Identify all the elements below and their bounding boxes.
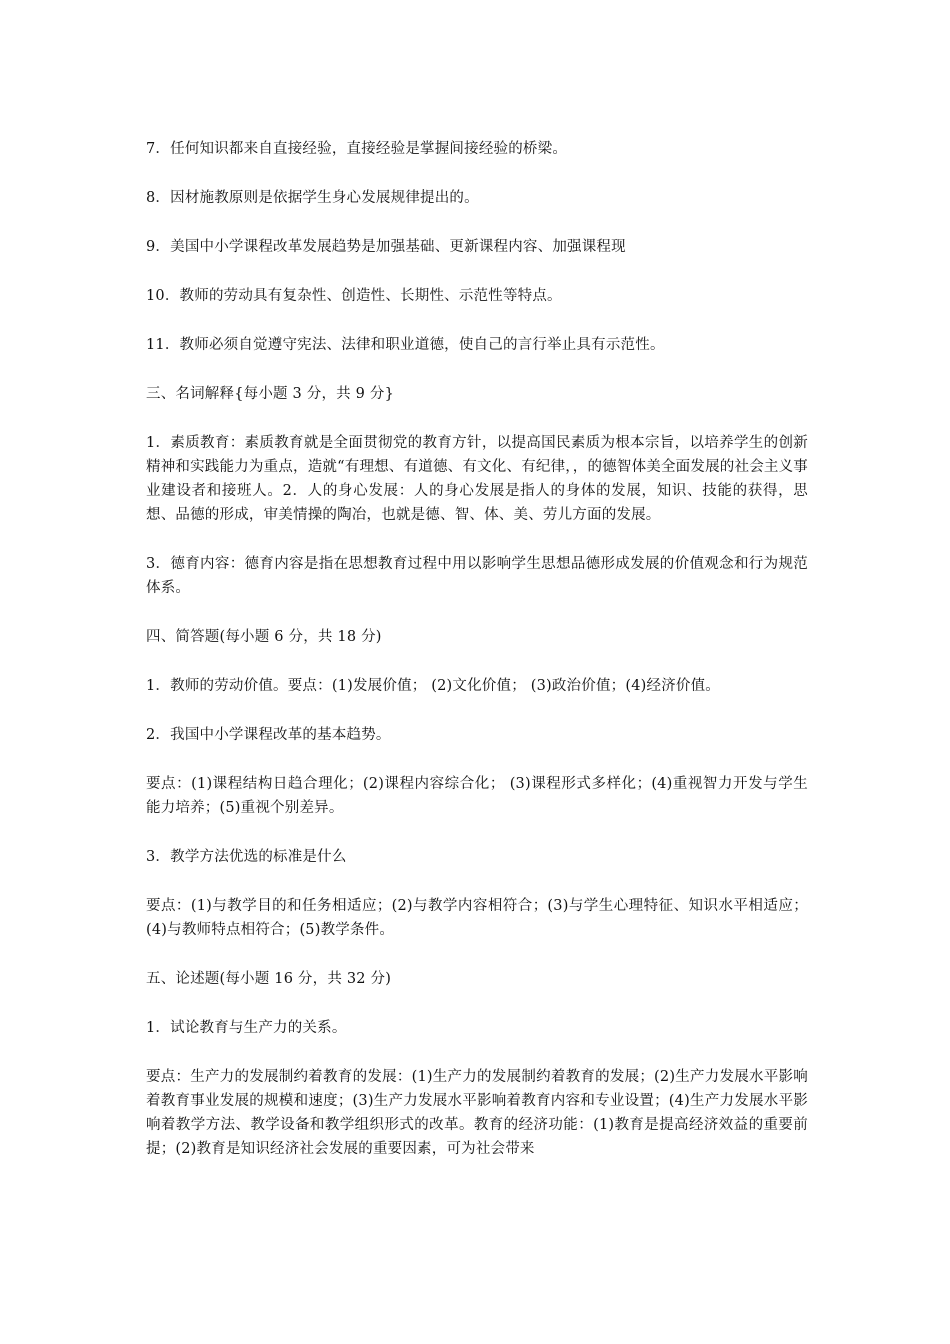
- statement-10: 10．教师的劳动具有复杂性、创造性、长期性、示范性等特点。: [146, 288, 562, 304]
- statement-9: 9．美国中小学课程改革发展趋势是加强基础、更新课程内容、加强课程现: [146, 239, 626, 255]
- short-answer-3-points: 要点：(1)与教学目的和任务相适应；(2)与教学内容相符合；(3)与学生心理特征、知识水平相适应； (4)与教师特点相符合；(5)教学条件。: [146, 898, 808, 938]
- short-answer-2-points: 要点：(1)课程结构日趋合理化；(2)课程内容综合化； (3)课程形式多样化；(4)重视智力开发与学生能力培养；(5)重视个别差异。: [146, 776, 808, 816]
- statement-11: 11．教师必须自觉遵守宪法、法律和职业道德，使自己的言行举止具有示范性。: [146, 337, 665, 353]
- section-heading-4: 四、简答题(每小题 6 分，共 18 分): [146, 629, 382, 645]
- statement-8: 8．因材施教原则是依据学生身心发展规律提出的。: [146, 190, 479, 206]
- short-answer-3-question: 3．教学方法优选的标准是什么: [146, 849, 347, 865]
- section-heading-3: 三、名词解释{每小题 3 分，共 9 分}: [146, 386, 395, 402]
- statement-7: 7．任何知识都来自直接经验，直接经验是掌握间接经验的桥梁。: [146, 141, 568, 157]
- term-definition-1-2: 1．素质教育：素质教育就是全面贯彻党的教育方针，以提高国民素质为根本宗旨，以培养学生的创新精神和实践能力为重点，造就“有理想、有道德、有文化、有纪律，，的德智体美全面发展的社会主义事业建设者和接班人。2．人的身心发展：人的身心发展是指人的身体的发展，知识、技能的获得，思想、品德的形成，审美情操的陶冶，也就是德、智、体、美、劳儿方面的发展。: [146, 435, 808, 523]
- essay-1-question: 1．试论教育与生产力的关系。: [146, 1020, 347, 1036]
- short-answer-1: 1．教师的劳动价值。要点：(1)发展价值； (2)文化价值； (3)政治价值；(4)经济价值。: [146, 678, 720, 694]
- short-answer-2-question: 2．我国中小学课程改革的基本趋势。: [146, 727, 391, 743]
- term-definition-3: 3．德育内容：德育内容是指在思想教育过程中用以影响学生思想品德形成发展的价值观念和行为规范体系。: [146, 556, 808, 596]
- essay-1-points: 要点：生产力的发展制约着教育的发展：(1)生产力的发展制约着教育的发展；(2)生产力发展水平影响着教育事业发展的规模和速度；(3)生产力发展水平影响着教育内容和专业设置；(4)生产力发展水平影响着教学方法、教学设备和教学组织形式的改革。教育的经济功能：(1)教育是提高经济效益的重要前提；(2)教育是知识经济社会发展的重要因素，可为社会带来: [146, 1069, 808, 1157]
- document-page: [146, 137, 808, 1186]
- section-heading-5: 五、论述题(每小题 16 分，共 32 分): [146, 971, 392, 987]
